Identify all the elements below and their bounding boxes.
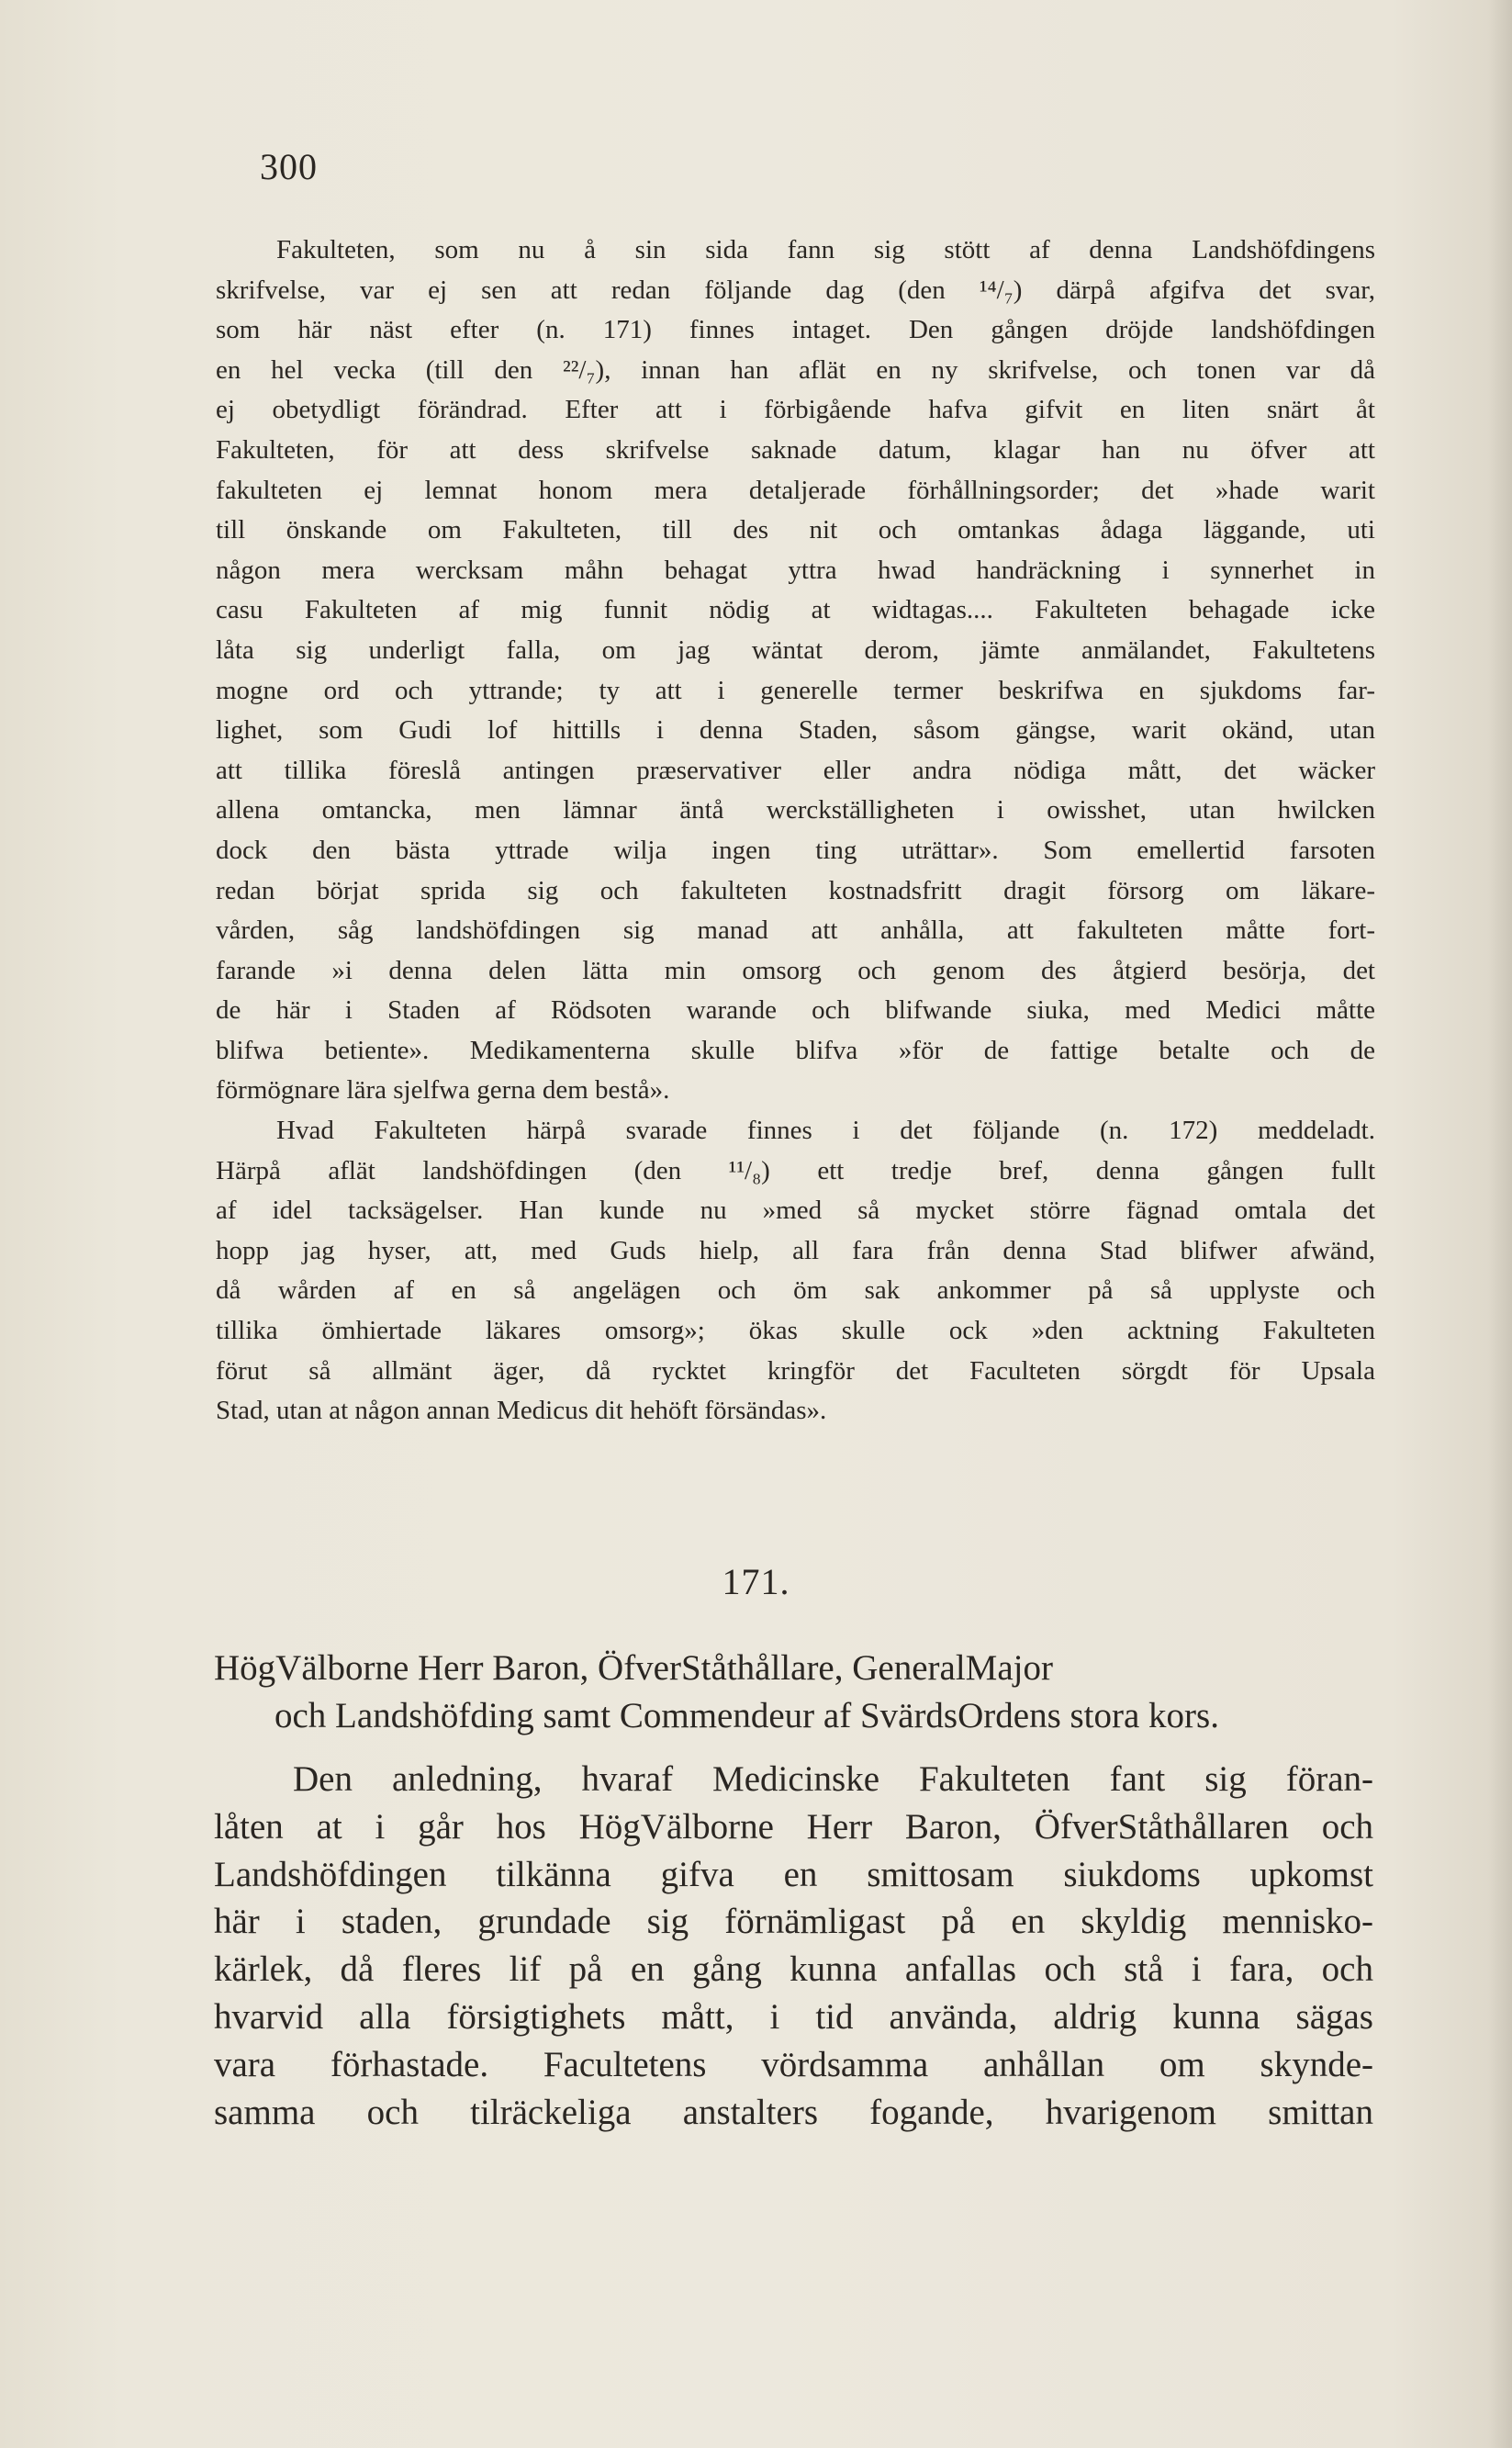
letter-body bbox=[214, 1756, 1373, 2136]
text-line: blifwa betiente». Medikamenterna skulle blifva »för de fattige betalte och de bbox=[216, 1035, 1375, 1065]
letter-line: samma och tilräckeliga anstalters fogande, hvarigenom smittan bbox=[214, 2092, 1373, 2132]
text-line: då wården af en så angelägen och öm sak ankommer på så upplyste och bbox=[216, 1275, 1375, 1306]
intro-text-block bbox=[216, 230, 1375, 1432]
page-edge-shadow bbox=[1488, 0, 1512, 2448]
salutation-line: och Landshöfding samt Commendeur af SvärdsOrdens stora kors. bbox=[274, 1696, 1219, 1735]
letter-salutation bbox=[214, 1645, 1375, 1740]
section-number: 171. bbox=[722, 1561, 790, 1602]
text-line: förmögnare lära sjelfwa gerna dem bestå». bbox=[216, 1075, 670, 1106]
text-line: att tillika föreslå antingen præservativer eller andra nödiga mått, det wäcker bbox=[216, 755, 1375, 785]
letter-line: låten at i går hos HögVälborne Herr Baron, ÖfverStåthållaren och bbox=[214, 1806, 1373, 1847]
text-line: Härpå aflät landshöfdingen (den ¹¹/₈) ett tredje bref, denna gången fullt bbox=[216, 1155, 1375, 1185]
text-line: allena omtancka, men lämnar äntå werckställigheten i owisshet, utan hwilcken bbox=[216, 795, 1375, 825]
text-line: Fakulteten, för att dess skrifvelse saknade datum, klagar han nu öfver att bbox=[216, 434, 1375, 465]
text-line: hopp jag hyser, att, med Guds hielp, all fara från denna Stad blifwer afwänd, bbox=[216, 1235, 1375, 1265]
text-line: farande »i denna delen lätta min omsorg och genom des åtgierd besörja, det bbox=[216, 955, 1375, 985]
text-line: låta sig underligt falla, om jag wäntat derom, jämte anmälandet, Fakultetens bbox=[216, 634, 1375, 665]
text-line: lighet, som Gudi lof hittills i denna Staden, såsom gängse, warit okänd, utan bbox=[216, 715, 1375, 746]
text-line: en hel vecka (till den ²²/₇), innan han aflät en ny skrifvelse, och tonen var då bbox=[216, 354, 1375, 385]
page-number: 300 bbox=[260, 146, 318, 187]
letter-line: vara förhastade. Facultetens vördsamma anhållan om skynde- bbox=[214, 2044, 1373, 2084]
text-line: som här näst efter (n. 171) finnes intaget. Den gången dröjde landshöfdingen bbox=[216, 315, 1375, 345]
letter-line: här i staden, grundade sig förnämligast på en skyldig mennisko- bbox=[214, 1902, 1373, 1942]
text-line: redan börjat sprida sig och fakulteten kostnadsfritt dragit försorg om läkare- bbox=[216, 875, 1375, 905]
text-line: till önskande om Fakulteten, till des nit och omtankas ådaga läggande, uti bbox=[216, 515, 1375, 545]
text-line: vården, såg landshöfdingen sig manad att anhålla, att fakulteten måtte fort- bbox=[216, 915, 1375, 946]
letter-line: kärlek, då fleres lif på en gång kunna anfallas och stå i fara, och bbox=[214, 1949, 1373, 1990]
letter-line: hvarvid alla försigtighets mått, i tid använda, aldrig kunna sägas bbox=[214, 1996, 1373, 2037]
text-line: förut så allmänt äger, då rycktet kringför det Faculteten sörgdt för Upsala bbox=[216, 1355, 1375, 1386]
letter-line: Landshöfdingen tilkänna gifva en smittosam siukdoms upkomst bbox=[214, 1854, 1373, 1894]
salutation-line: HögVälborne Herr Baron, ÖfverStåthållare, GeneralMajor bbox=[214, 1648, 1053, 1688]
text-line: fakulteten ej lemnat honom mera detaljerade förhållningsorder; det »hade warit bbox=[216, 475, 1375, 505]
letter-line: Den anledning, hvaraf Medicinske Fakulteten fant sig föran- bbox=[293, 1759, 1373, 1799]
text-line: de här i Staden af Rödsoten warande och blifwande siuka, med Medici måtte bbox=[216, 995, 1375, 1026]
text-line: skrifvelse, var ej sen att redan följande dag (den ¹⁴/₇) därpå afgifva det svar, bbox=[216, 275, 1375, 305]
text-line: af idel tacksägelser. Han kunde nu »med så mycket större fägnad omtala det bbox=[216, 1196, 1375, 1226]
text-line: dock den bästa yttrade wilja ingen ting uträttar». Som emellertid farsoten bbox=[216, 835, 1375, 865]
text-line: casu Fakulteten af mig funnit nödig at widtagas.... Fakulteten behagade icke bbox=[216, 595, 1375, 625]
text-line: någon mera wercksam måhn behagat yttra hwad handräckning i synnerhet in bbox=[216, 555, 1375, 585]
text-line: Hvad Fakulteten härpå svarade finnes i det följande (n. 172) meddeladt. bbox=[276, 1116, 1375, 1146]
text-line: Fakulteten, som nu å sin sida fann sig stött af denna Landshöfdingens bbox=[276, 235, 1375, 264]
text-line: ej obetydligt förändrad. Efter att i förbigående hafva gifvit en liten snärt åt bbox=[216, 395, 1375, 425]
text-line: tillika ömhiertade läkares omsorg»; ökas skulle ock »den acktning Fakulteten bbox=[216, 1316, 1375, 1346]
text-line: mogne ord och yttrande; ty att i generelle termer beskrifwa en sjukdoms far- bbox=[216, 675, 1375, 705]
text-line: Stad, utan at någon annan Medicus dit hehöft försändas». bbox=[216, 1396, 827, 1426]
